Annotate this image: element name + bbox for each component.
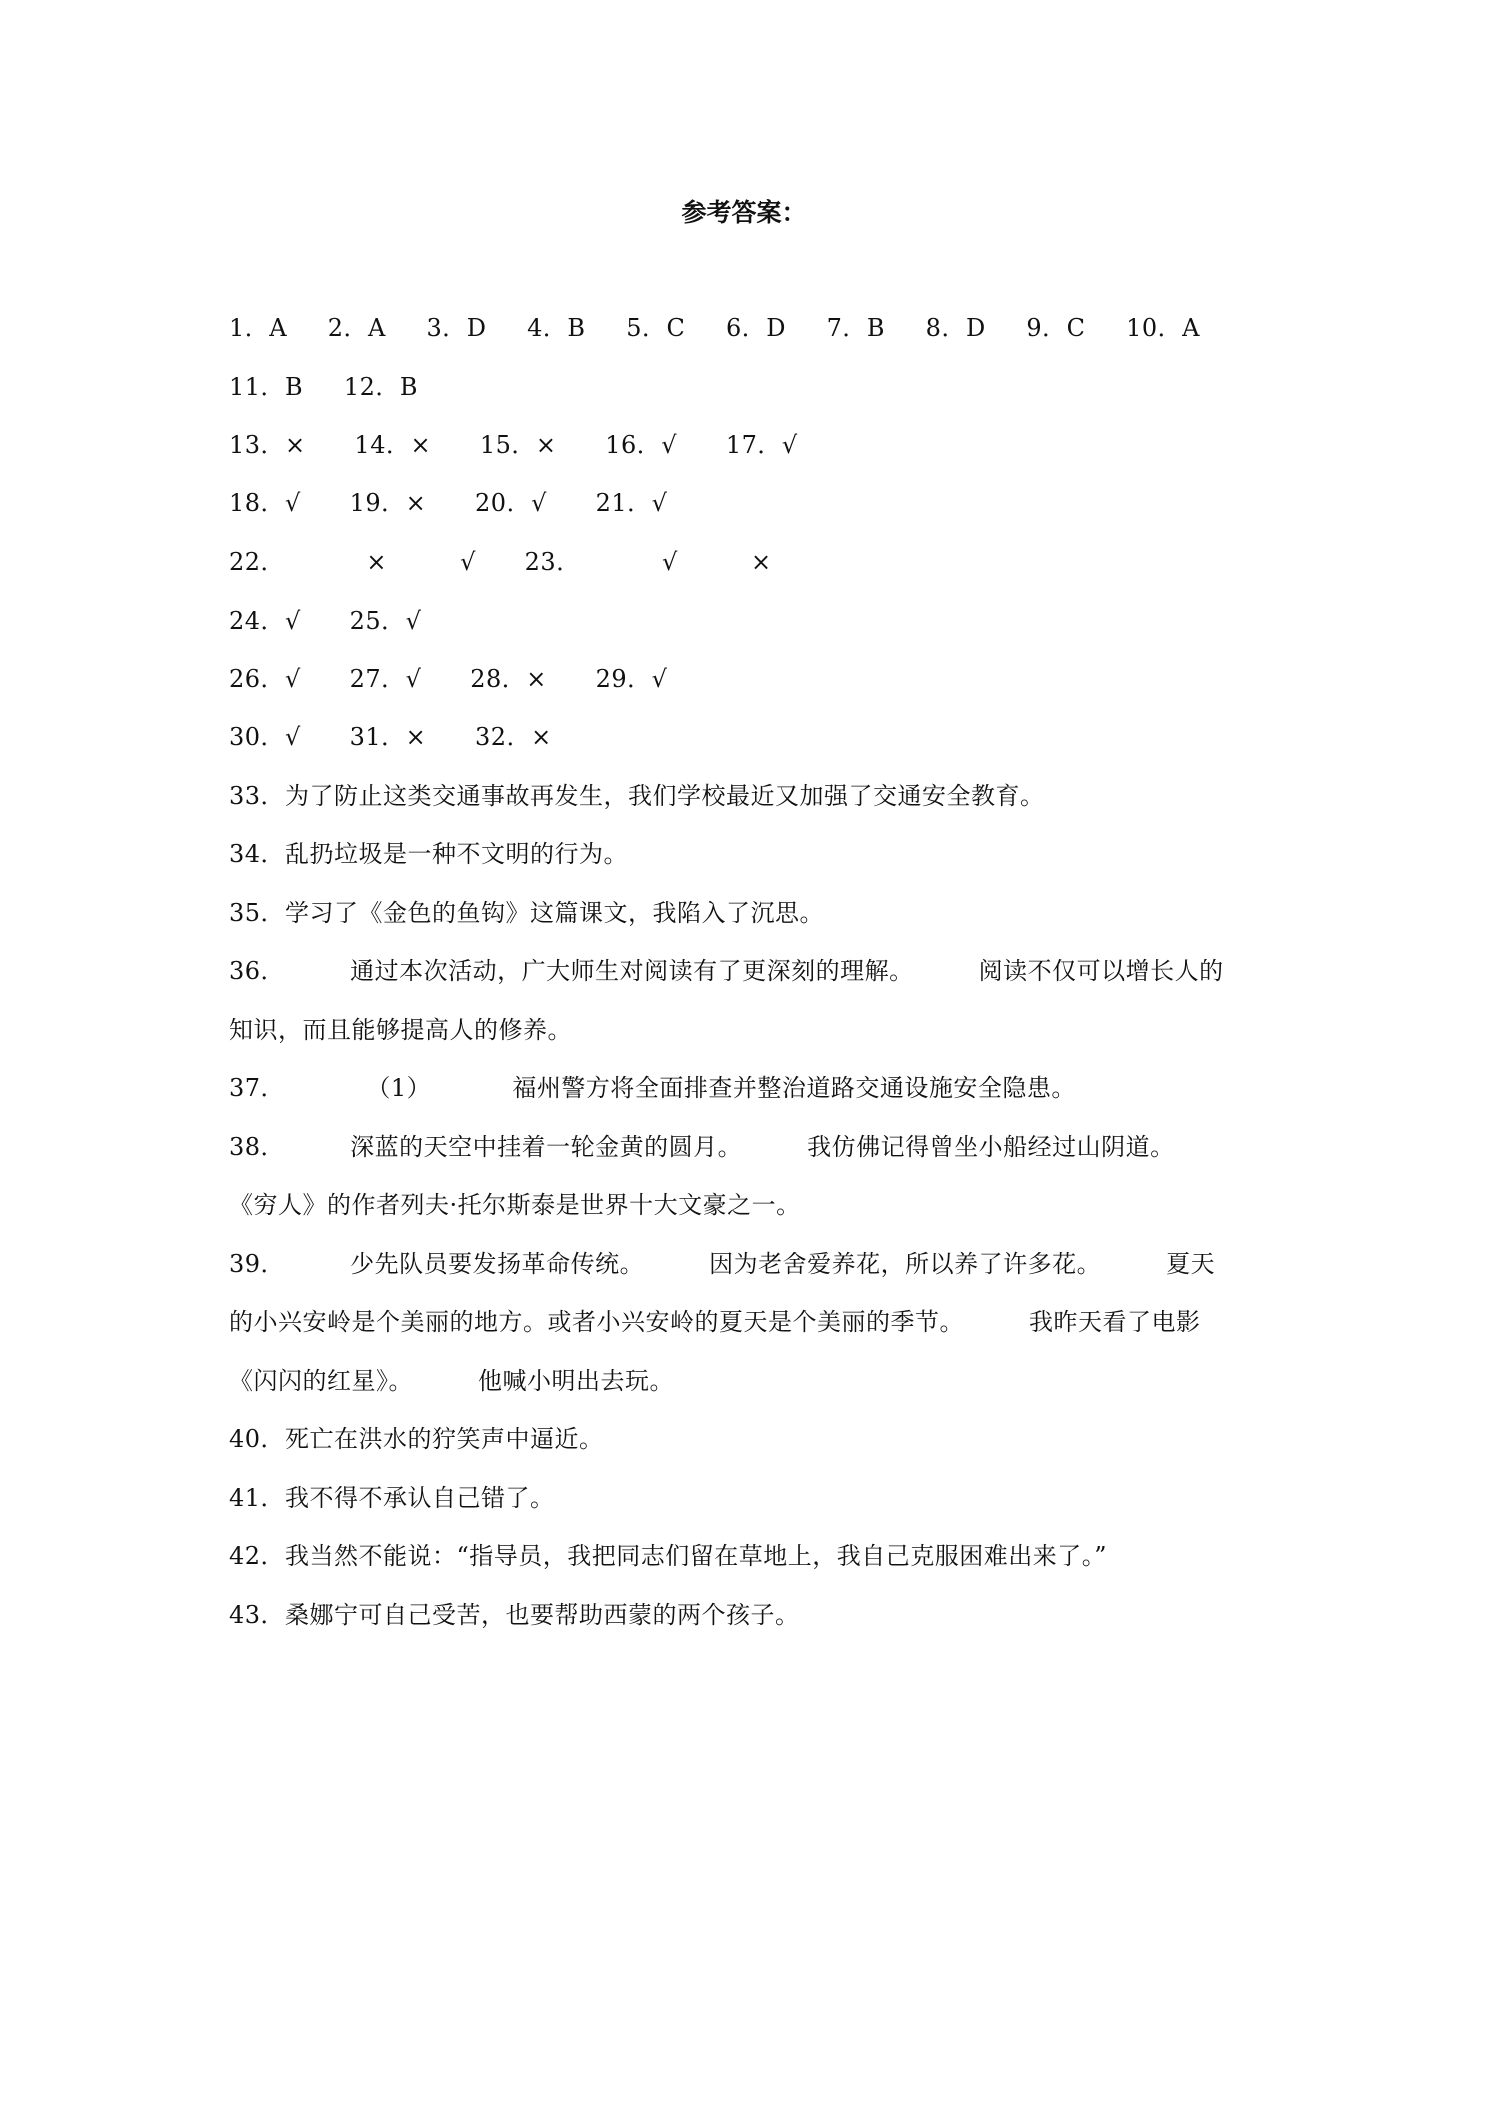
answer-line-3: 13．× 14．× 15．× 16．√ 17．√ <box>229 431 798 459</box>
answer-line-8: 30．√ 31．× 32．× <box>229 723 552 751</box>
answer-line-18: 的小兴安岭是个美丽的地方。或者小兴安岭的夏天是个美丽的季节。 我昨天看了电影 <box>229 1308 1201 1336</box>
answer-line-11: 35．学习了《金色的鱼钩》这篇课文，我陷入了沉思。 <box>229 899 825 927</box>
answer-line-13: 知识，而且能够提高人的修养。 <box>229 1016 572 1044</box>
answer-line-15: 38． 深蓝的天空中挂着一轮金黄的圆月。 我仿佛记得曾坐小船经过山阴道。 <box>229 1133 1175 1161</box>
answer-line-14: 37． （1） 福州警方将全面排查并整治道路交通设施安全隐患。 <box>229 1074 1076 1102</box>
answer-line-22: 42．我当然不能说：“指导员，我把同志们留在草地上，我自己克服困难出来了。” <box>229 1542 1108 1570</box>
answer-line-21: 41．我不得不承认自己错了。 <box>229 1484 555 1512</box>
answer-line-12: 36． 通过本次活动，广大师生对阅读有了更深刻的理解。 阅读不仅可以增长人的 <box>229 957 1224 985</box>
answer-line-7: 26．√ 27．√ 28．× 29．√ <box>229 665 668 693</box>
answer-line-10: 34．乱扔垃圾是一种不文明的行为。 <box>229 840 629 868</box>
answer-line-20: 40．死亡在洪水的狞笑声中逼近。 <box>229 1425 604 1453</box>
answer-line-19: 《闪闪的红星》。 他喊小明出去玩。 <box>229 1367 675 1395</box>
answer-line-5: 22． × √ 23． √ × <box>229 548 772 576</box>
answer-line-16: 《穷人》的作者列夫·托尔斯泰是世界十大文豪之一。 <box>229 1191 801 1219</box>
answer-line-9: 33．为了防止这类交通事故再发生，我们学校最近又加强了交通安全教育。 <box>229 782 1045 810</box>
answer-line-2: 11．B 12．B <box>229 373 418 401</box>
answer-line-1: 1．A 2．A 3．D 4．B 5．C 6．D 7．B 8．D 9．C 10．A <box>229 314 1200 342</box>
answer-line-4: 18．√ 19．× 20．√ 21．√ <box>229 489 668 517</box>
answer-line-23: 43．桑娜宁可自己受苦，也要帮助西蒙的两个孩子。 <box>229 1601 800 1629</box>
answer-line-17: 39． 少先队员要发扬革命传统。 因为老舍爱养花，所以养了许多花。 夏天 <box>229 1250 1216 1278</box>
answer-line-6: 24．√ 25．√ <box>229 607 422 635</box>
page-title: 参考答案： <box>681 198 807 227</box>
